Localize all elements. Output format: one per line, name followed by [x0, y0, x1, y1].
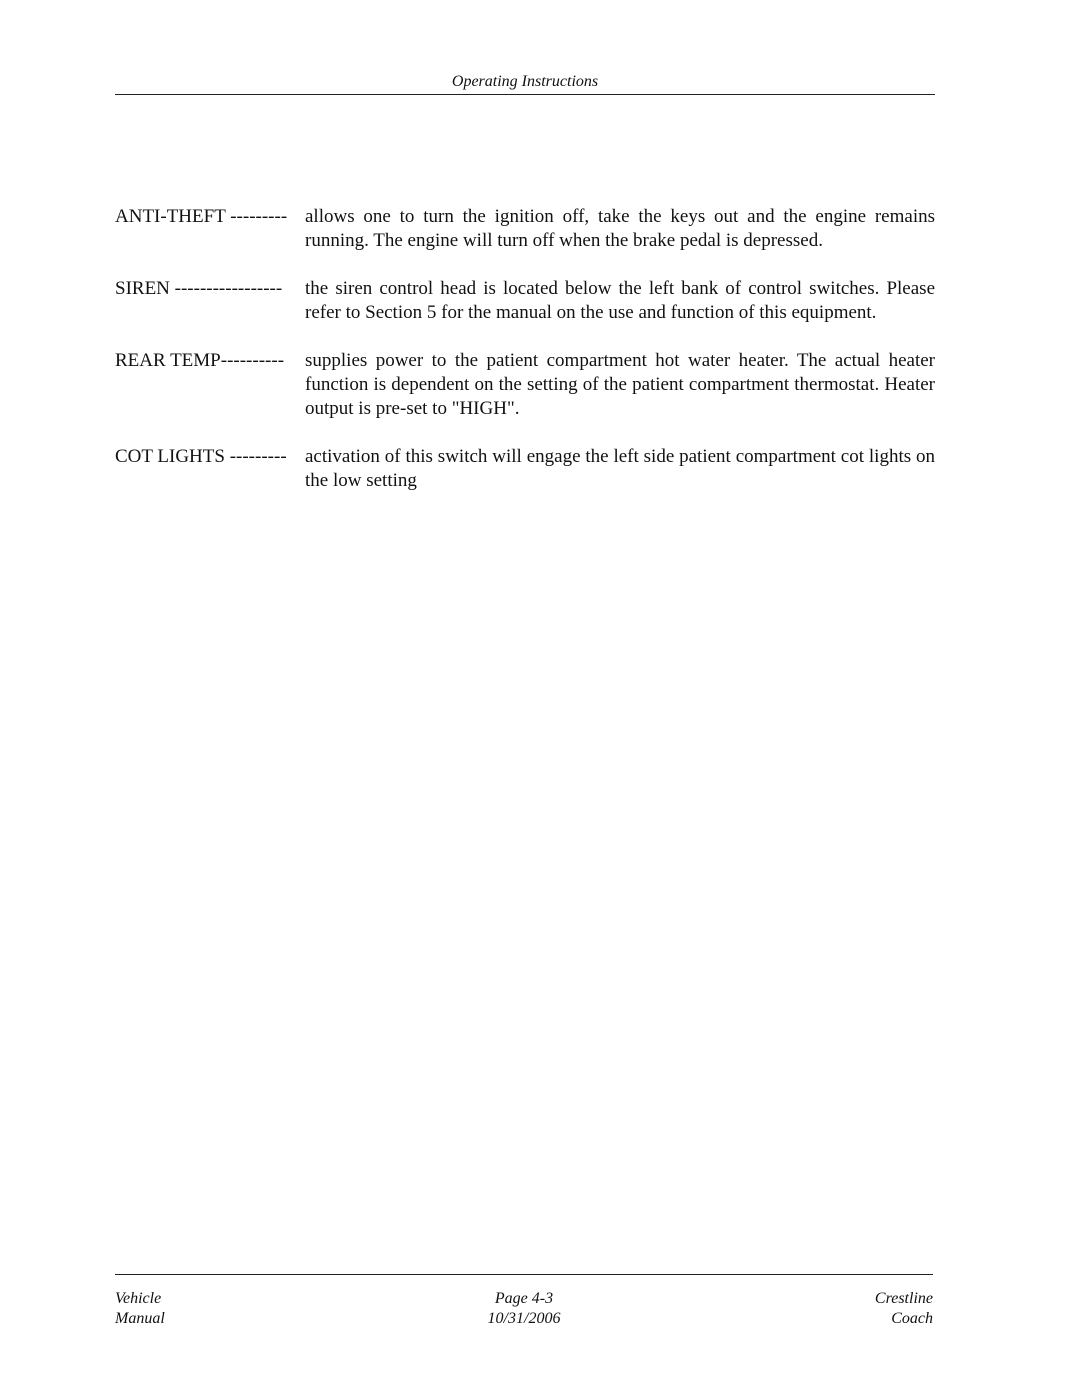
entry-label: ANTI-THEFT ---------: [115, 206, 288, 227]
entry-description: supplies power to the patient compartment hot water heater. The actual heater function is dependent on the setting of the patient compartment thermostat. Heater output is pre-set to "HIGH".: [305, 350, 935, 419]
entry-anti-theft: [115, 205, 935, 253]
footer-left-line1: Vehicle: [115, 1290, 162, 1307]
entry-cot-lights: [115, 445, 935, 493]
entry-description: activation of this switch will engage the left side patient compartment cot lights on the low setting: [305, 446, 935, 491]
switch-definitions: [115, 205, 935, 517]
footer-left: [115, 1289, 385, 1329]
footer-right-line2: Coach: [891, 1310, 933, 1327]
footer-right-line1: Crestline: [874, 1290, 933, 1307]
footer-center: [389, 1289, 659, 1329]
entry-rear-temp: [115, 349, 935, 421]
page-number: Page 4-3: [494, 1290, 554, 1307]
page-header: [115, 72, 935, 95]
entry-description: allows one to turn the ignition off, take the keys out and the engine remains running. The engine will turn off when the brake pedal is depressed.: [305, 206, 935, 251]
footer-date: 10/31/2006: [487, 1310, 561, 1327]
entry-label: COT LIGHTS ---------: [115, 446, 287, 467]
entry-siren: [115, 277, 935, 325]
footer-left-line2: Manual: [115, 1310, 165, 1327]
entry-description: the siren control head is located below the left bank of control switches. Please refer to Section 5 for the manual on the use and function of this equipment.: [305, 278, 935, 323]
page-footer: [115, 1274, 933, 1329]
header-title: Operating Instructions: [451, 73, 599, 90]
entry-label: REAR TEMP----------: [115, 350, 285, 371]
footer-right: [663, 1289, 933, 1329]
entry-label: SIREN -----------------: [115, 278, 283, 299]
